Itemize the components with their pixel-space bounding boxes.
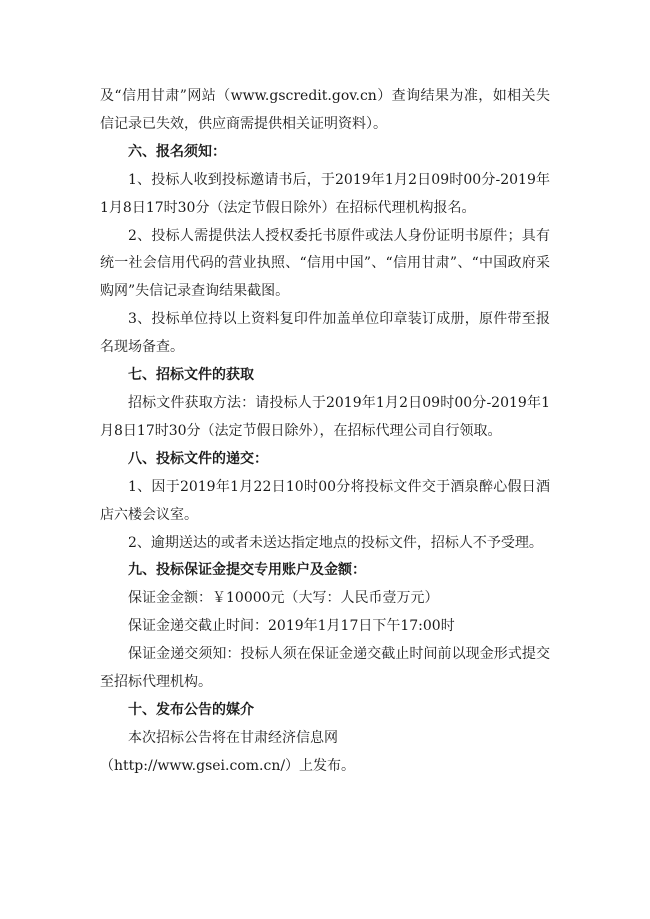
paragraph-deposit-deadline: 保证金递交截止时间：2019年1月17日下午17:00时 bbox=[128, 618, 455, 635]
heading-bid-submission: 八、投标文件的递交： bbox=[128, 450, 268, 467]
paragraph-media: 本次招标公告将在甘肃经济信息网 bbox=[128, 729, 338, 746]
paragraph-tender-docs: 招标文件获取方法：请投标人于2019年1月2日09时00分-2019年1月8日17时30分（法定节假日除外），在招标代理公司自行领取。 bbox=[100, 394, 550, 439]
paragraph-bid-submission-1: 1、因于2019年1月22日10时00分将投标文件交于酒泉醉心假日酒店六楼会议室。 bbox=[100, 478, 550, 523]
document-body bbox=[100, 83, 550, 781]
paragraph-bid-submission-2: 2、逾期送达的或者未送达指定地点的投标文件，招标人不予受理。 bbox=[128, 534, 543, 551]
paragraph-media-url: （http://www.gsei.com.cn/）上发布。 bbox=[100, 757, 356, 774]
heading-tender-docs: 七、招标文件的获取 bbox=[128, 367, 254, 384]
paragraph-registration-1: 1、投标人收到投标邀请书后，于2019年1月2日09时00分-2019年1月8日17时30分（法定节假日除外）在招标代理机构报名。 bbox=[100, 171, 550, 216]
paragraph-credit-note: 及“信用甘肃”网站（www.gscredit.gov.cn）查询结果为准，如相关失信记录已失效，供应商需提供相关证明资料）。 bbox=[100, 88, 550, 132]
paragraph-registration-3: 3、投标单位持以上资料复印件加盖单位印章装订成册，原件带至报名现场备查。 bbox=[100, 311, 550, 356]
paragraph-registration-2: 2、投标人需提供法人授权委托书原件或法人身份证明书原件；具有统一社会信用代码的营业执照、“信用中国”、“信用甘肃”、“中国政府采购网”失信记录查询结果截图。 bbox=[100, 227, 550, 300]
heading-deposit: 九、投标保证金提交专用账户及金额： bbox=[128, 562, 366, 579]
paragraph-deposit-notice: 保证金递交须知：投标人须在保证金递交截止时间前以现金形式提交至招标代理机构。 bbox=[100, 646, 550, 691]
heading-media: 十、发布公告的媒介 bbox=[128, 701, 254, 718]
paragraph-deposit-amount: 保证金金额：￥10000元（大写：人民币壹万元） bbox=[128, 590, 439, 607]
heading-registration: 六、报名须知： bbox=[128, 143, 226, 160]
